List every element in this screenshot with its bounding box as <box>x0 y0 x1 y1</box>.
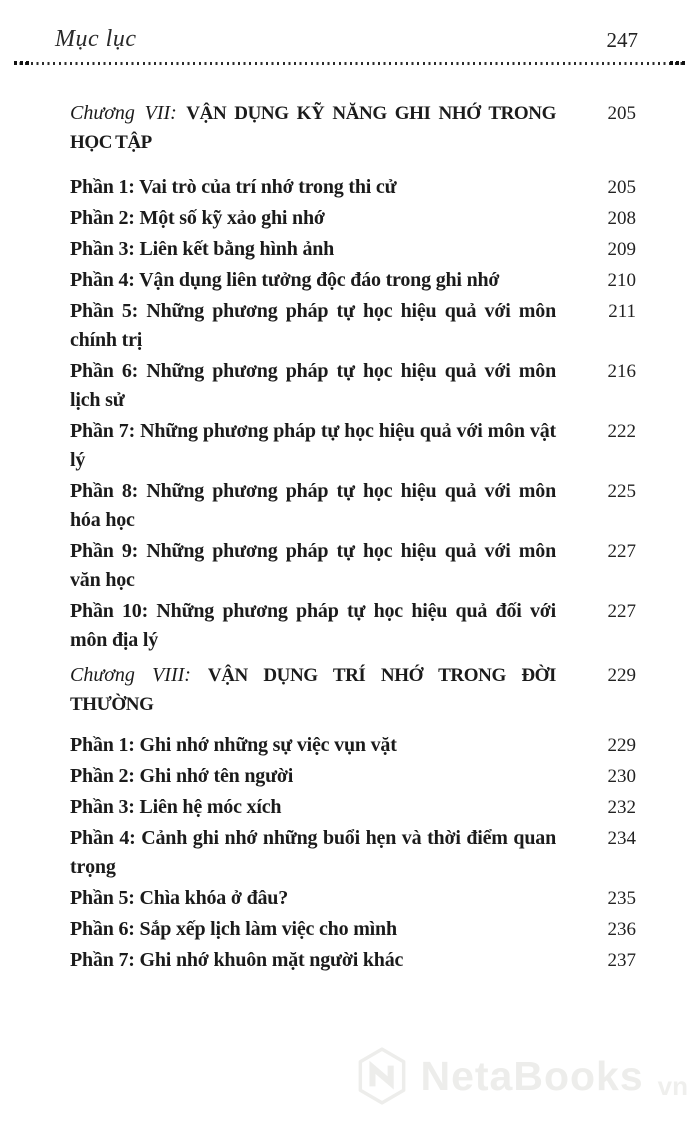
toc-entry-page-number: 227 <box>607 541 636 562</box>
toc-entry-page-number: 222 <box>607 421 636 442</box>
section-title: Phần 7: Những phương pháp tự học hiệu quả với môn vật lý <box>70 420 556 471</box>
toc-entry-page-number: 232 <box>607 797 636 818</box>
toc-section-row <box>70 731 636 760</box>
toc-section-row <box>70 762 636 791</box>
toc-entry-page-number: 234 <box>607 828 636 849</box>
toc-section-row <box>70 297 636 355</box>
toc-entry-page-number: 210 <box>607 270 636 291</box>
section-title: Phần 5: Những phương pháp tự học hiệu quả với môn chính trị <box>70 300 556 351</box>
toc-entry-page-number: 229 <box>607 665 636 686</box>
section-title: Phần 2: Một số kỹ xảo ghi nhớ <box>70 207 325 229</box>
toc-section-row <box>70 266 636 295</box>
page-number: 247 <box>606 28 638 52</box>
toc-section-row <box>70 477 636 535</box>
section-title: Phần 4: Cảnh ghi nhớ những buổi hẹn và thời điểm quan trọng <box>70 827 556 878</box>
toc-entry-page-number: 237 <box>607 950 636 971</box>
dotted-divider <box>14 62 686 65</box>
toc-section-row <box>70 915 636 944</box>
section-title: Phần 2: Ghi nhớ tên người <box>70 765 294 787</box>
toc-entry-page-number: 225 <box>607 481 636 502</box>
toc-section-row <box>70 357 636 415</box>
toc-chapter-row <box>70 99 636 157</box>
toc-section-row <box>70 537 636 595</box>
chapter-prefix: Chương VII: <box>70 102 177 124</box>
toc-section-row <box>70 173 636 202</box>
watermark-brand-text: NetaBooks <box>420 1052 644 1099</box>
toc-section-row <box>70 235 636 264</box>
section-title: Phần 1: Vai trò của trí nhớ trong thi cử <box>70 176 397 198</box>
table-of-contents <box>70 99 636 975</box>
toc-section-row <box>70 417 636 475</box>
toc-entry-page-number: 235 <box>607 888 636 909</box>
toc-entry-page-number: 209 <box>607 239 636 260</box>
toc-entry-page-number: 205 <box>607 177 636 198</box>
netabooks-watermark <box>356 1046 688 1106</box>
section-title: Phần 8: Những phương pháp tự học hiệu quả với môn hóa học <box>70 480 556 531</box>
toc-section-row <box>70 946 636 975</box>
toc-entry-page-number: 208 <box>607 208 636 229</box>
netabooks-hexagon-logo-icon <box>356 1046 408 1106</box>
section-title: Phần 9: Những phương pháp tự học hiệu quả với môn văn học <box>70 540 556 591</box>
toc-section-row <box>70 204 636 233</box>
watermark-tld-text: vn <box>657 1071 688 1101</box>
toc-section-row <box>70 884 636 913</box>
section-title: Phần 4: Vận dụng liên tưởng độc đáo trong ghi nhớ <box>70 269 500 291</box>
chapter-prefix: Chương VIII: <box>70 664 191 686</box>
running-title: Mục lục <box>55 26 137 52</box>
section-title: Phần 6: Sắp xếp lịch làm việc cho mình <box>70 918 397 940</box>
section-title: Phần 3: Liên kết bằng hình ảnh <box>70 238 335 260</box>
toc-entry-page-number: 205 <box>607 103 636 124</box>
section-title: Phần 1: Ghi nhớ những sự việc vụn vặt <box>70 734 397 756</box>
section-title: Phần 6: Những phương pháp tự học hiệu quả với môn lịch sử <box>70 360 556 411</box>
chapter-entry-title <box>70 661 556 719</box>
toc-section-row <box>70 597 636 655</box>
chapter-title: VẬN DỤNG KỸ NĂNG GHI NHỚ TRONG HỌC TẬP <box>70 103 556 153</box>
section-title: Phần 10: Những phương pháp tự học hiệu quả đối với môn địa lý <box>70 600 556 651</box>
section-title: Phần 5: Chìa khóa ở đâu? <box>70 887 289 909</box>
section-title: Phần 3: Liên hệ móc xích <box>70 796 282 818</box>
chapter-entry-title <box>70 99 556 157</box>
toc-entry-page-number: 229 <box>607 735 636 756</box>
toc-entry-page-number: 227 <box>607 601 636 622</box>
toc-entry-page-number: 216 <box>607 361 636 382</box>
chapter-title: VẬN DỤNG TRÍ NHỚ TRONG ĐỜI THƯỜNG <box>70 665 557 715</box>
toc-entry-page-number: 236 <box>607 919 636 940</box>
toc-entry-page-number: 211 <box>608 301 636 322</box>
toc-section-row <box>70 824 636 882</box>
toc-section-row <box>70 793 636 822</box>
toc-entry-page-number: 230 <box>607 766 636 787</box>
toc-chapter-row <box>70 661 636 719</box>
section-title: Phần 7: Ghi nhớ khuôn mặt người khác <box>70 949 404 971</box>
page-header <box>0 0 700 53</box>
